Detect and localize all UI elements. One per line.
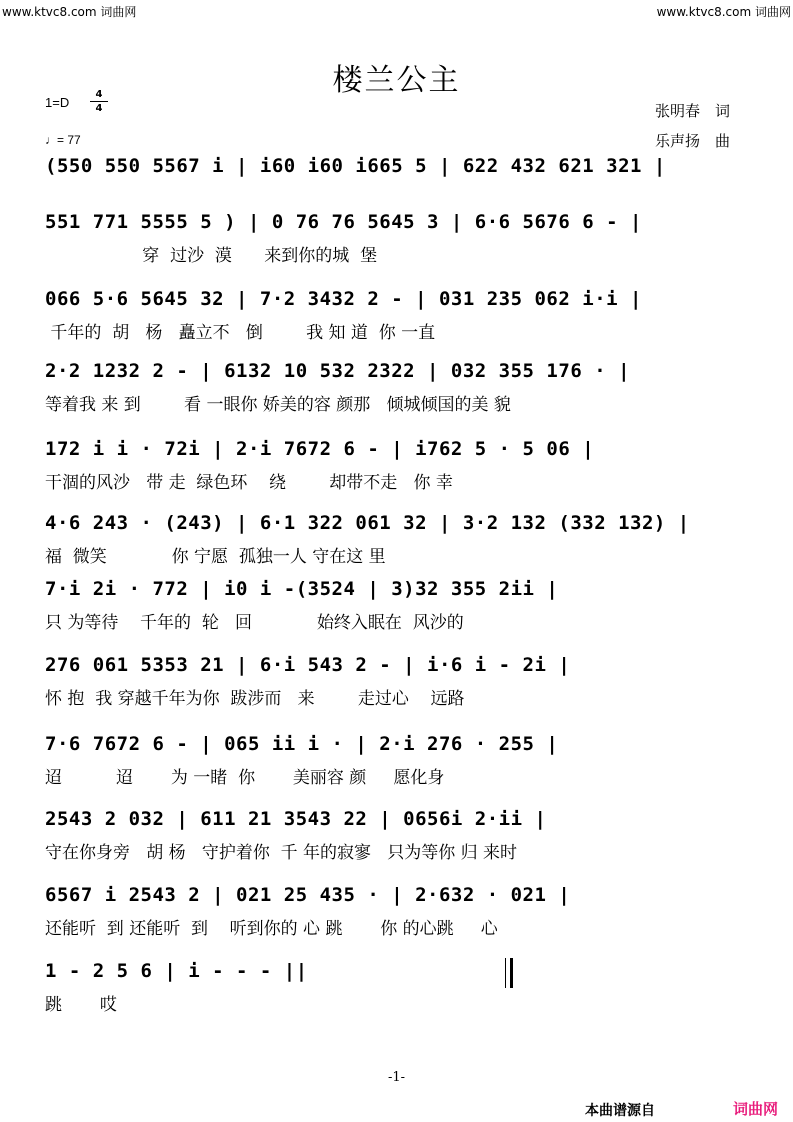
lyric-line-8: 怀 抱 我 穿越千年为你 跋涉而 来 走过心 远路 [45,689,465,709]
header-site-left[interactable]: www.ktvc8.com 词曲网 [2,5,137,19]
score-line-1: (550 550 5567 i | i60 i60 i665 5 | 622 432 621 321 | [45,155,666,177]
final-barline-thick [510,958,513,988]
score-line-6: 4·6 243 · (243) | 6·1 322 061 32 | 3·2 132 (332 132) | [45,512,690,534]
lyric-line-2: 穿 过沙 漠 来到你的城 堡 [45,246,378,266]
header-site-right[interactable]: www.ktvc8.com 词曲网 [656,5,791,19]
tempo-marking: ♩= 77 [45,133,81,147]
lyricist-credit: 张明春 词 [655,102,731,120]
song-title: 楼兰公主 [332,63,461,98]
lyric-line-3: 千年的 胡 杨 矗立不 倒 我 知 道 你 一直 [45,323,436,343]
source-label: 本曲谱源自 [585,1103,655,1119]
score-line-3: 066 5·6 5645 32 | 7·2 3432 2 - | 031 235 062 i·i | [45,288,642,310]
lyric-line-11: 还能听 到 还能听 到 听到你的 心 跳 你 的心跳 心 [45,919,498,939]
key-signature: 1=D [45,95,70,110]
final-barline-thin [505,958,506,988]
score-line-12: 1 - 2 5 6 | i - - - || [45,960,308,982]
lyric-line-7: 只 为等待 千年的 轮 回 始终入眠在 风沙的 [45,613,464,633]
source-brand-logo[interactable]: 词曲网 [733,1100,779,1118]
score-line-10: 2543 2 032 | 611 21 3543 22 | 0656i 2·ii | [45,808,547,830]
time-signature-bottom: 4 [90,101,108,115]
score-line-7: 7·i 2i · 772 | i0 i -(3524 | 3)32 355 2ii | [45,578,559,600]
lyric-line-9: 迢 迢 为 一睹 你 美丽容 颜 愿化身 [45,768,445,788]
lyric-line-10: 守在你身旁 胡 杨 守护着你 千 年的寂寥 只为等你 归 来时 [45,843,518,863]
lyric-line-12: 跳 哎 [45,995,117,1015]
score-line-2: 551 771 5555 5 ) | 0 76 76 5645 3 | 6·6 5676 6 - | [45,211,642,233]
lyric-line-4: 等着我 来 到 看 一眼你 娇美的容 颜那 倾城倾国的美 貌 [45,395,511,415]
score-line-11: 6567 i 2543 2 | 021 25 435 · | 2·632 · 021 | [45,884,571,906]
composer-credit: 乐声扬 曲 [655,132,731,150]
score-line-5: 172 i i · 72i | 2·i 7672 6 - | i762 5 · 5 06 | [45,438,595,460]
time-signature-top: 4 [95,89,103,100]
lyric-line-6: 福 微笑 你 宁愿 孤独一人 守在这 里 [45,547,386,567]
score-line-4: 2·2 1232 2 - | 6132 10 532 2322 | 032 355 176 · | [45,360,631,382]
page-number: -1- [387,1070,406,1085]
time-signature [90,88,108,115]
score-line-8: 276 061 5353 21 | 6·i 543 2 - | i·6 i - 2i | [45,654,571,676]
score-line-9: 7·6 7672 6 - | 065 ii i · | 2·i 276 · 255 | [45,733,559,755]
lyric-line-5: 干涸的风沙 带 走 绿色环 绕 却带不走 你 幸 [45,473,453,493]
